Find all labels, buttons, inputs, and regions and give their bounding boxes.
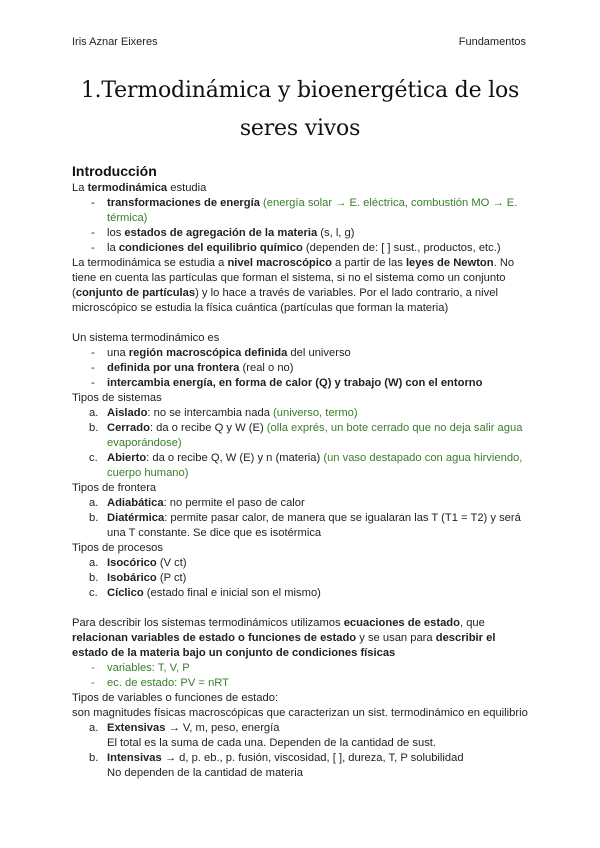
vars-description: son magnitudes físicas macroscópicas que caracterizan un sist. termodinámico en equilibrio	[72, 707, 528, 719]
numbered-item: a. Aislado: no se intercambia nada (universo, termo)	[89, 407, 358, 419]
numbered-item: a. Extensivas → V, m, peso, energía El total es la suma de cada una. Dependen de la cantidad de sust.	[89, 722, 437, 749]
intro-line: La termodinámica estudia	[72, 182, 207, 194]
frontier-heading: Tipos de frontera	[72, 482, 157, 494]
bullet-item: - los estados de agregación de la materia (s, l, g)	[91, 227, 355, 239]
bullet-item: - ec. de estado: PV = nRT	[91, 677, 229, 689]
processes-heading: Tipos de procesos	[72, 542, 163, 554]
bullet-item: - intercambia energía, en forma de calor (Q) y trabajo (W) con el entorno	[91, 377, 483, 389]
bullet-item: - variables: T, V, P	[91, 662, 190, 674]
page-title: 1.Termodinámica y bioenergética de los seres vivos	[80, 78, 520, 141]
section-heading-intro: Introducción	[72, 163, 157, 179]
bullet-item: - definida por una frontera (real o no)	[91, 362, 294, 374]
numbered-item: b. Isobárico (P ct)	[89, 572, 187, 584]
numbered-item: b. Cerrado: da o recibe Q y W (E) (olla exprés, un bote cerrado que no deja salir agua evaporándose)	[89, 422, 523, 449]
numbered-item: a. Adiabática: no permite el paso de calor	[89, 497, 305, 509]
numbered-item: b. Diatérmica: permite pasar calor, de manera que se igualaran las T (T1 = T2) y será una T constante. Se dice que es isotérmica	[89, 512, 521, 539]
vars-heading: Tipos de variables o funciones de estado:	[72, 692, 279, 704]
system-intro: Un sistema termodinámico es	[72, 332, 220, 344]
intro-paragraph: La termodinámica se estudia a nivel macroscópico a partir de las leyes de Newton. No tiene en cuenta las partículas que forman el sistema, si no el sistema como un conjunto (conjunto de partículas) y lo hace a través de variables. Por el lado contrario, a nivel microscópico se estudia la física cuántica (partículas que forman la materia)	[72, 257, 515, 314]
bullet-item: - una región macroscópica definida del universo	[91, 347, 351, 359]
numbered-item: c. Cíclico (estado final e inicial son el mismo)	[89, 587, 321, 599]
header-subject: Fundamentos	[458, 36, 526, 48]
system-types-heading: Tipos de sistemas	[72, 392, 162, 404]
bullet-item: - transformaciones de energía (energía solar → E. eléctrica, combustión MO → E. térmica)	[91, 197, 518, 224]
bullet-item: - la condiciones del equilibrio químico (dependen de: [ ] sust., productos, etc.)	[91, 242, 501, 254]
numbered-item: a. Isocórico (V ct)	[89, 557, 187, 569]
document-body	[72, 162, 532, 781]
header-author: Iris Aznar Eixeres	[72, 36, 158, 48]
state-paragraph: Para describir los sistemas termodinámicos utilizamos ecuaciones de estado, que relacionan variables de estado o funciones de estado y se usan para describir el estado de la materia bajo un conjunto de condiciones físicas	[72, 617, 496, 659]
numbered-item: c. Abierto: da o recibe Q, W (E) y n (materia) (un vaso destapado con agua hirviendo, cuerpo humano)	[89, 452, 523, 479]
numbered-item: b. Intensivas → d, p. eb., p. fusión, viscosidad, [ ], dureza, T, P solubilidad No dependen de la cantidad de materia	[89, 752, 464, 779]
